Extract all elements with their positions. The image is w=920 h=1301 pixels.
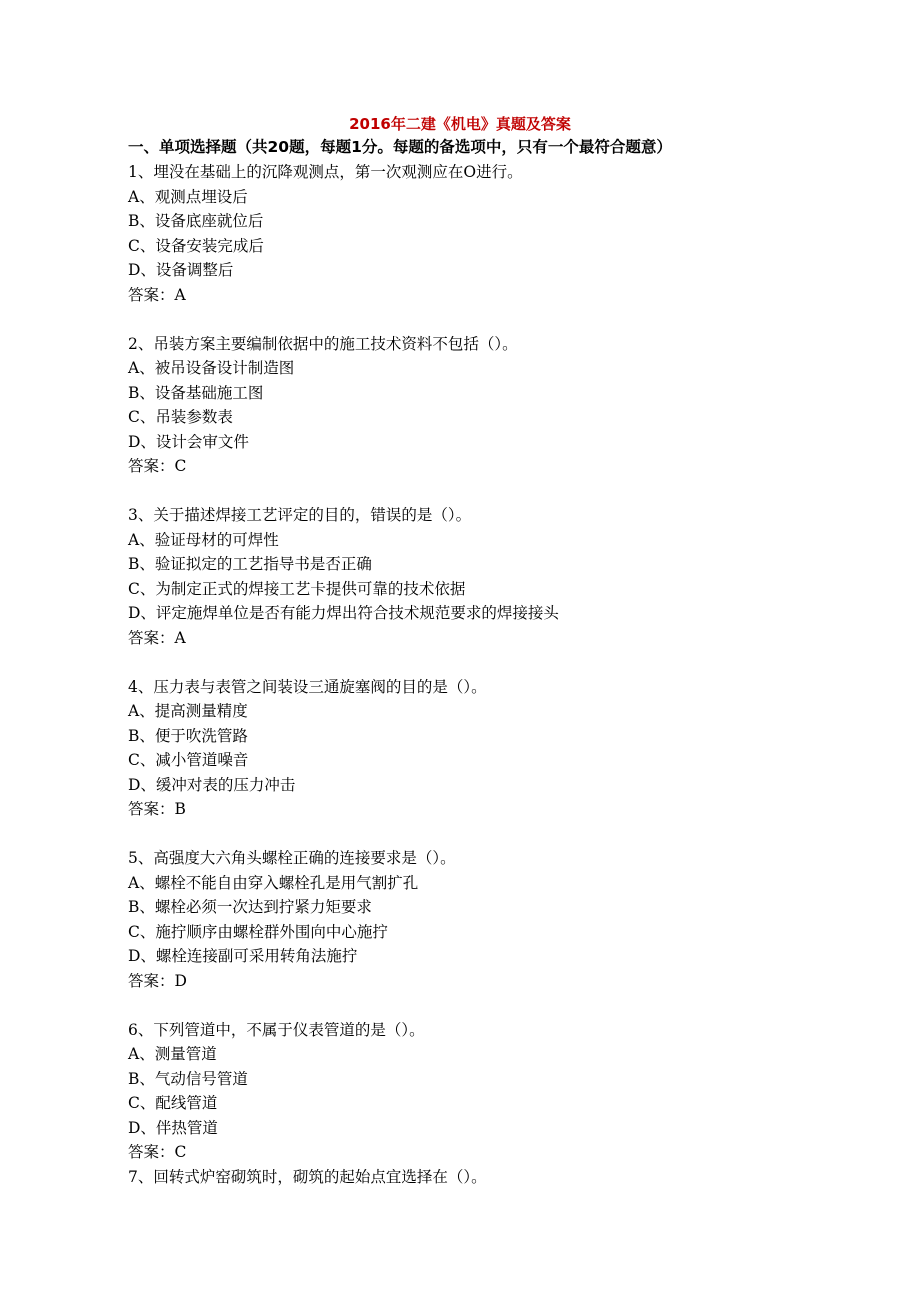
option-b: B、设备基础施工图 bbox=[128, 383, 264, 402]
option-d: D、设计会审文件 bbox=[128, 432, 249, 451]
option-d: D、设备调整后 bbox=[128, 261, 234, 279]
answer: 答案：D bbox=[128, 971, 187, 990]
question-stem: 4、压力表与表管之间装设三通旋塞阀的目的是（）。 bbox=[128, 677, 487, 696]
option-b: B、验证拟定的工艺指导书是否正确 bbox=[128, 555, 372, 573]
option-c: C、施拧顺序由螺栓群外围向中心施拧 bbox=[128, 922, 388, 941]
question-stem: 3、关于描述焊接工艺评定的目的，错误的是（）。 bbox=[128, 506, 472, 524]
option-b: B、螺栓必须一次达到拧紧力矩要求 bbox=[128, 898, 372, 916]
option-c: C、为制定正式的焊接工艺卡提供可靠的技术依据 bbox=[128, 579, 466, 598]
question-stem: 5、高强度大六角头螺栓正确的连接要求是（）。 bbox=[128, 849, 456, 867]
question-list bbox=[128, 160, 888, 1214]
option-d: D、螺栓连接副可采用转角法施拧 bbox=[128, 947, 358, 965]
answer: 答案：A bbox=[128, 628, 186, 647]
option-a: A、测量管道 bbox=[128, 1045, 217, 1063]
question-3 bbox=[128, 503, 888, 650]
option-b: B、便于吹洗管路 bbox=[128, 726, 248, 745]
option-a: A、观测点埋设后 bbox=[128, 187, 248, 206]
question-stem: 2、吊装方案主要编制依据中的施工技术资料不包括（）。 bbox=[128, 334, 518, 353]
option-a: A、螺栓不能自由穿入螺栓孔是用气割扩孔 bbox=[128, 873, 419, 892]
question-6 bbox=[128, 1018, 888, 1165]
question-stem: 7、回转式炉窑砌筑时，砌筑的起始点宜选择在（）。 bbox=[128, 1167, 487, 1186]
question-stem: 1、埋没在基础上的沉降观测点，第一次观测应在O进行。 bbox=[128, 163, 523, 181]
section-heading: 一、单项选择题（共20题，每题1分。每题的备选项中，只有一个最符合题意） bbox=[128, 138, 672, 156]
option-b: B、气动信号管道 bbox=[128, 1069, 248, 1088]
question-7 bbox=[128, 1165, 888, 1190]
question-4 bbox=[128, 675, 888, 822]
document-title: 2016年二建《机电》真题及答案 bbox=[349, 115, 571, 133]
option-c: C、配线管道 bbox=[128, 1094, 218, 1112]
option-d: D、缓冲对表的压力冲击 bbox=[128, 775, 296, 794]
option-b: B、设备底座就位后 bbox=[128, 212, 264, 230]
option-c: C、设备安装完成后 bbox=[128, 236, 264, 255]
answer: 答案：B bbox=[128, 800, 186, 818]
option-d: D、评定施焊单位是否有能力焊出符合技术规范要求的焊接接头 bbox=[128, 604, 559, 622]
question-stem: 6、下列管道中，不属于仪表管道的是（）。 bbox=[128, 1020, 425, 1039]
question-1 bbox=[128, 160, 888, 307]
option-c: C、减小管道噪音 bbox=[128, 751, 249, 769]
question-5 bbox=[128, 846, 888, 993]
option-a: A、被吊设备设计制造图 bbox=[128, 359, 295, 377]
answer: 答案：C bbox=[128, 457, 187, 475]
question-2 bbox=[128, 332, 888, 479]
option-d: D、伴热管道 bbox=[128, 1118, 218, 1137]
answer: 答案：C bbox=[128, 1143, 187, 1161]
option-a: A、验证母材的可焊性 bbox=[128, 530, 279, 549]
answer: 答案：A bbox=[128, 285, 186, 304]
option-c: C、吊装参数表 bbox=[128, 408, 233, 426]
option-a: A、提高测量精度 bbox=[128, 702, 248, 720]
